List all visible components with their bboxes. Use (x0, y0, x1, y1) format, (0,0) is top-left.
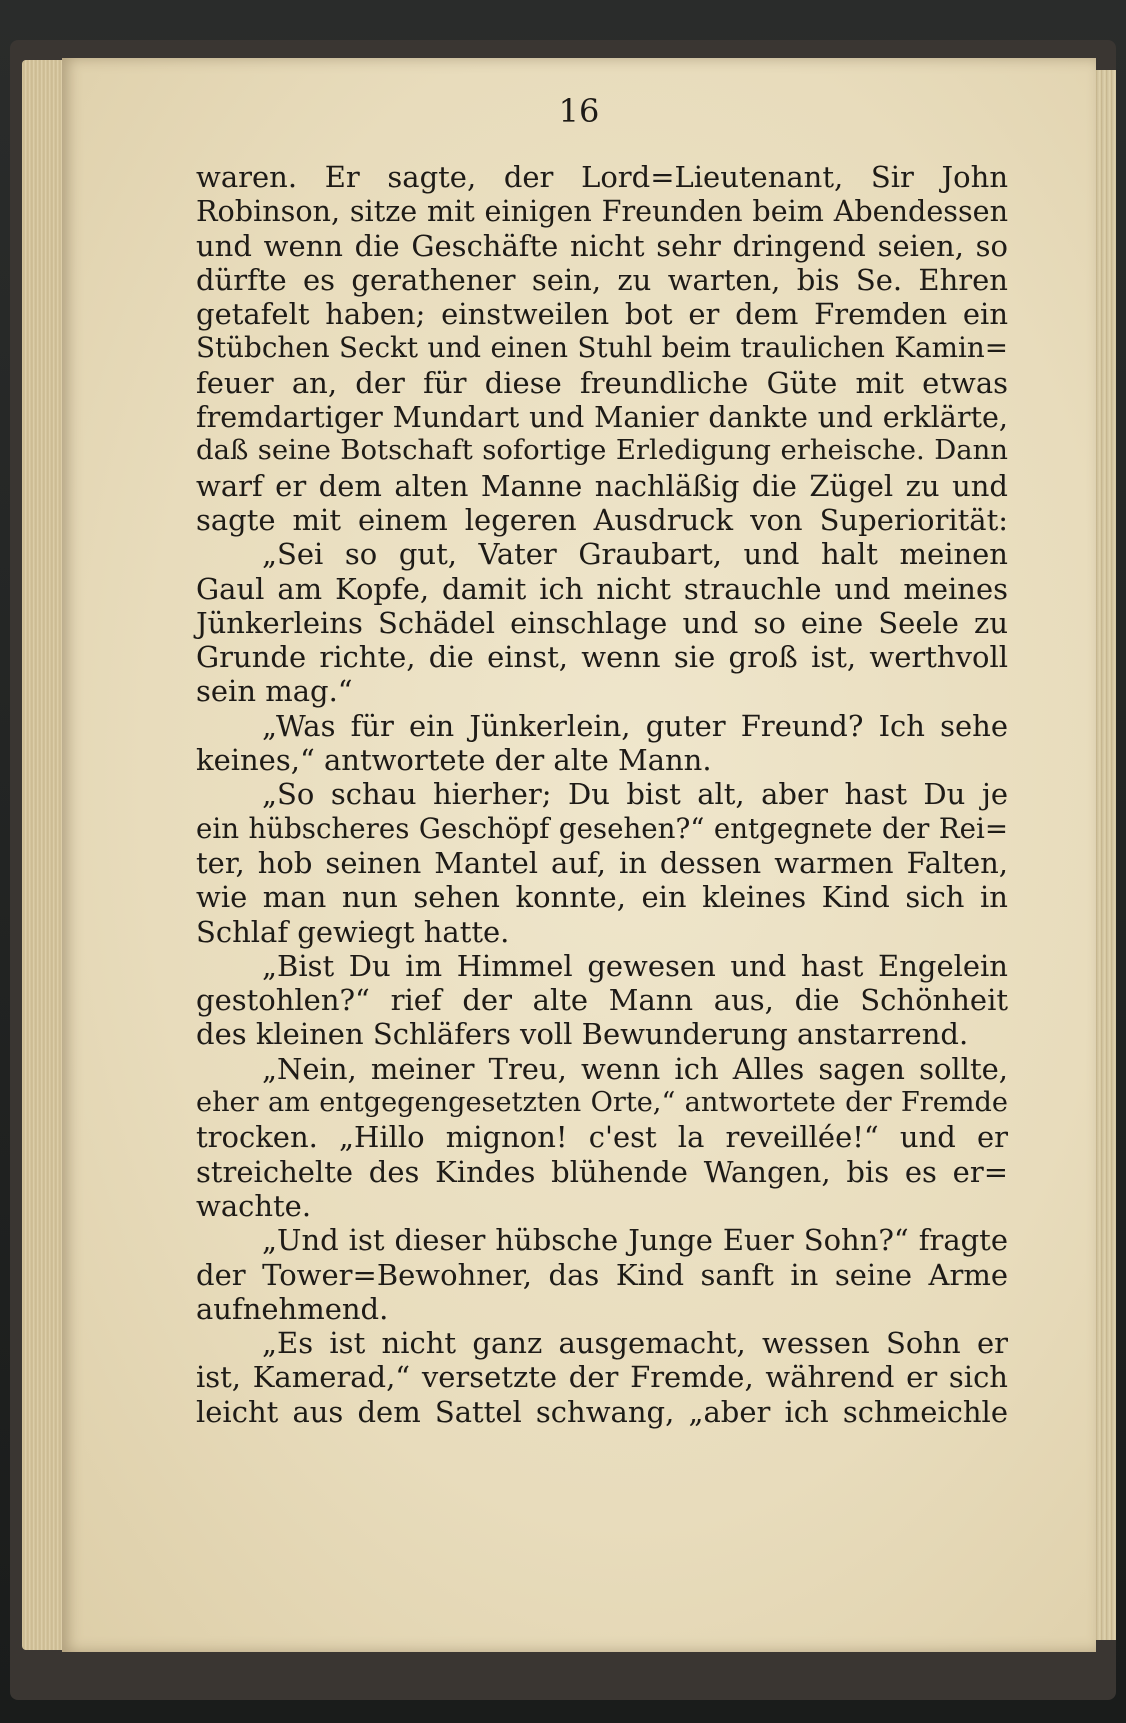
text-line: warf er dem alten Manne nachläßig die Zügel zu und (196, 468, 1008, 503)
text-line: der Tower=Bewohner, das Kind sanft in seine Arme (196, 1257, 1008, 1292)
text-line: „Bist Du im Himmel gewesen und hast Engelein (262, 948, 1008, 983)
text-line: sagte mit einem legeren Ausdruck von Superiorität: (196, 502, 1008, 537)
text-line: Grunde richte, die einst, wenn sie groß ist, werthvoll (196, 640, 1008, 675)
page-number: 16 (558, 92, 600, 130)
text-line: aufnehmend. (196, 1291, 389, 1326)
text-line: „Nein, meiner Treu, wenn ich Alles sagen sollte, (262, 1051, 1008, 1086)
book-page (62, 58, 1096, 1652)
text-line: „So schau hierher; Du bist alt, aber hast Du je (262, 777, 1008, 812)
text-line: gestohlen?“ rief der alte Mann aus, die Schönheit (196, 983, 1008, 1018)
text-line: ist, Kamerad,“ versetzte der Fremde, während er sich (196, 1360, 1008, 1395)
text-line: Gaul am Kopfe, damit ich nicht strauchle und meines (196, 571, 1008, 606)
text-line: streichelte des Kindes blühende Wangen, bis es er= (196, 1154, 1008, 1189)
text-line: wachte. (196, 1188, 312, 1223)
text-line: ein hübscheres Geschöpf gesehen?“ entgegnete der Rei= (196, 811, 1008, 845)
text-line: fremdartiger Mundart und Manier dankte und erklärte, (196, 400, 1008, 435)
text-line: und wenn die Geschäfte nicht sehr dringend seien, so (196, 228, 1008, 263)
text-line: sein mag.“ (196, 674, 353, 709)
body-text (196, 160, 1008, 1429)
text-line: feuer an, der für diese freundliche Güte mit etwas (196, 365, 1008, 400)
text-line: Jünkerleins Schädel einschlage und so eine Seele zu (196, 605, 1008, 640)
text-line: „Und ist dieser hübsche Junge Euer Sohn?“ fragte (262, 1223, 1008, 1258)
text-line: getafelt haben; einstweilen bot er dem Fremden ein (196, 297, 1008, 332)
text-line: daß seine Botschaft sofortige Erledigung erheische. Dann (196, 435, 1008, 467)
text-line: „Was für ein Jünkerlein, guter Freund? Ich sehe (262, 708, 1008, 743)
text-line: eher am entgegengesetzten Orte,“ antwortete der Fremde (196, 1087, 1008, 1119)
text-line: des kleinen Schläfers voll Bewunderung anstarrend. (196, 1017, 969, 1052)
text-line: „Sei so gut, Vater Graubart, und halt meinen (262, 537, 1008, 572)
text-line: leicht aus dem Sattel schwang, „aber ich schmeichle (196, 1394, 1008, 1429)
text-line: waren. Er sagte, der Lord=Lieutenant, Sir John (196, 160, 1008, 194)
text-line: „Es ist nicht ganz ausgemacht, wessen Sohn er (262, 1326, 1008, 1361)
text-line: ter, hob seinen Mantel auf, in dessen warmen Falten, (196, 845, 1008, 880)
text-line: dürfte es gerathener sein, zu warten, bis Se. Ehren (196, 262, 1008, 297)
text-line: Stübchen Seckt und einen Stuhl beim traulichen Kamin= (196, 331, 1008, 365)
text-line: Schlaf gewiegt hatte. (196, 914, 510, 949)
text-line: trocken. „Hillo mignon! c'est la reveillée!“ und er (196, 1120, 1008, 1155)
text-line: wie man nun sehen konnte, ein kleines Kind sich in (196, 880, 1008, 915)
text-line: Robinson, sitze mit einigen Freunden beim Abendessen (196, 194, 1008, 229)
text-line: keines,“ antwortete der alte Mann. (196, 743, 712, 778)
